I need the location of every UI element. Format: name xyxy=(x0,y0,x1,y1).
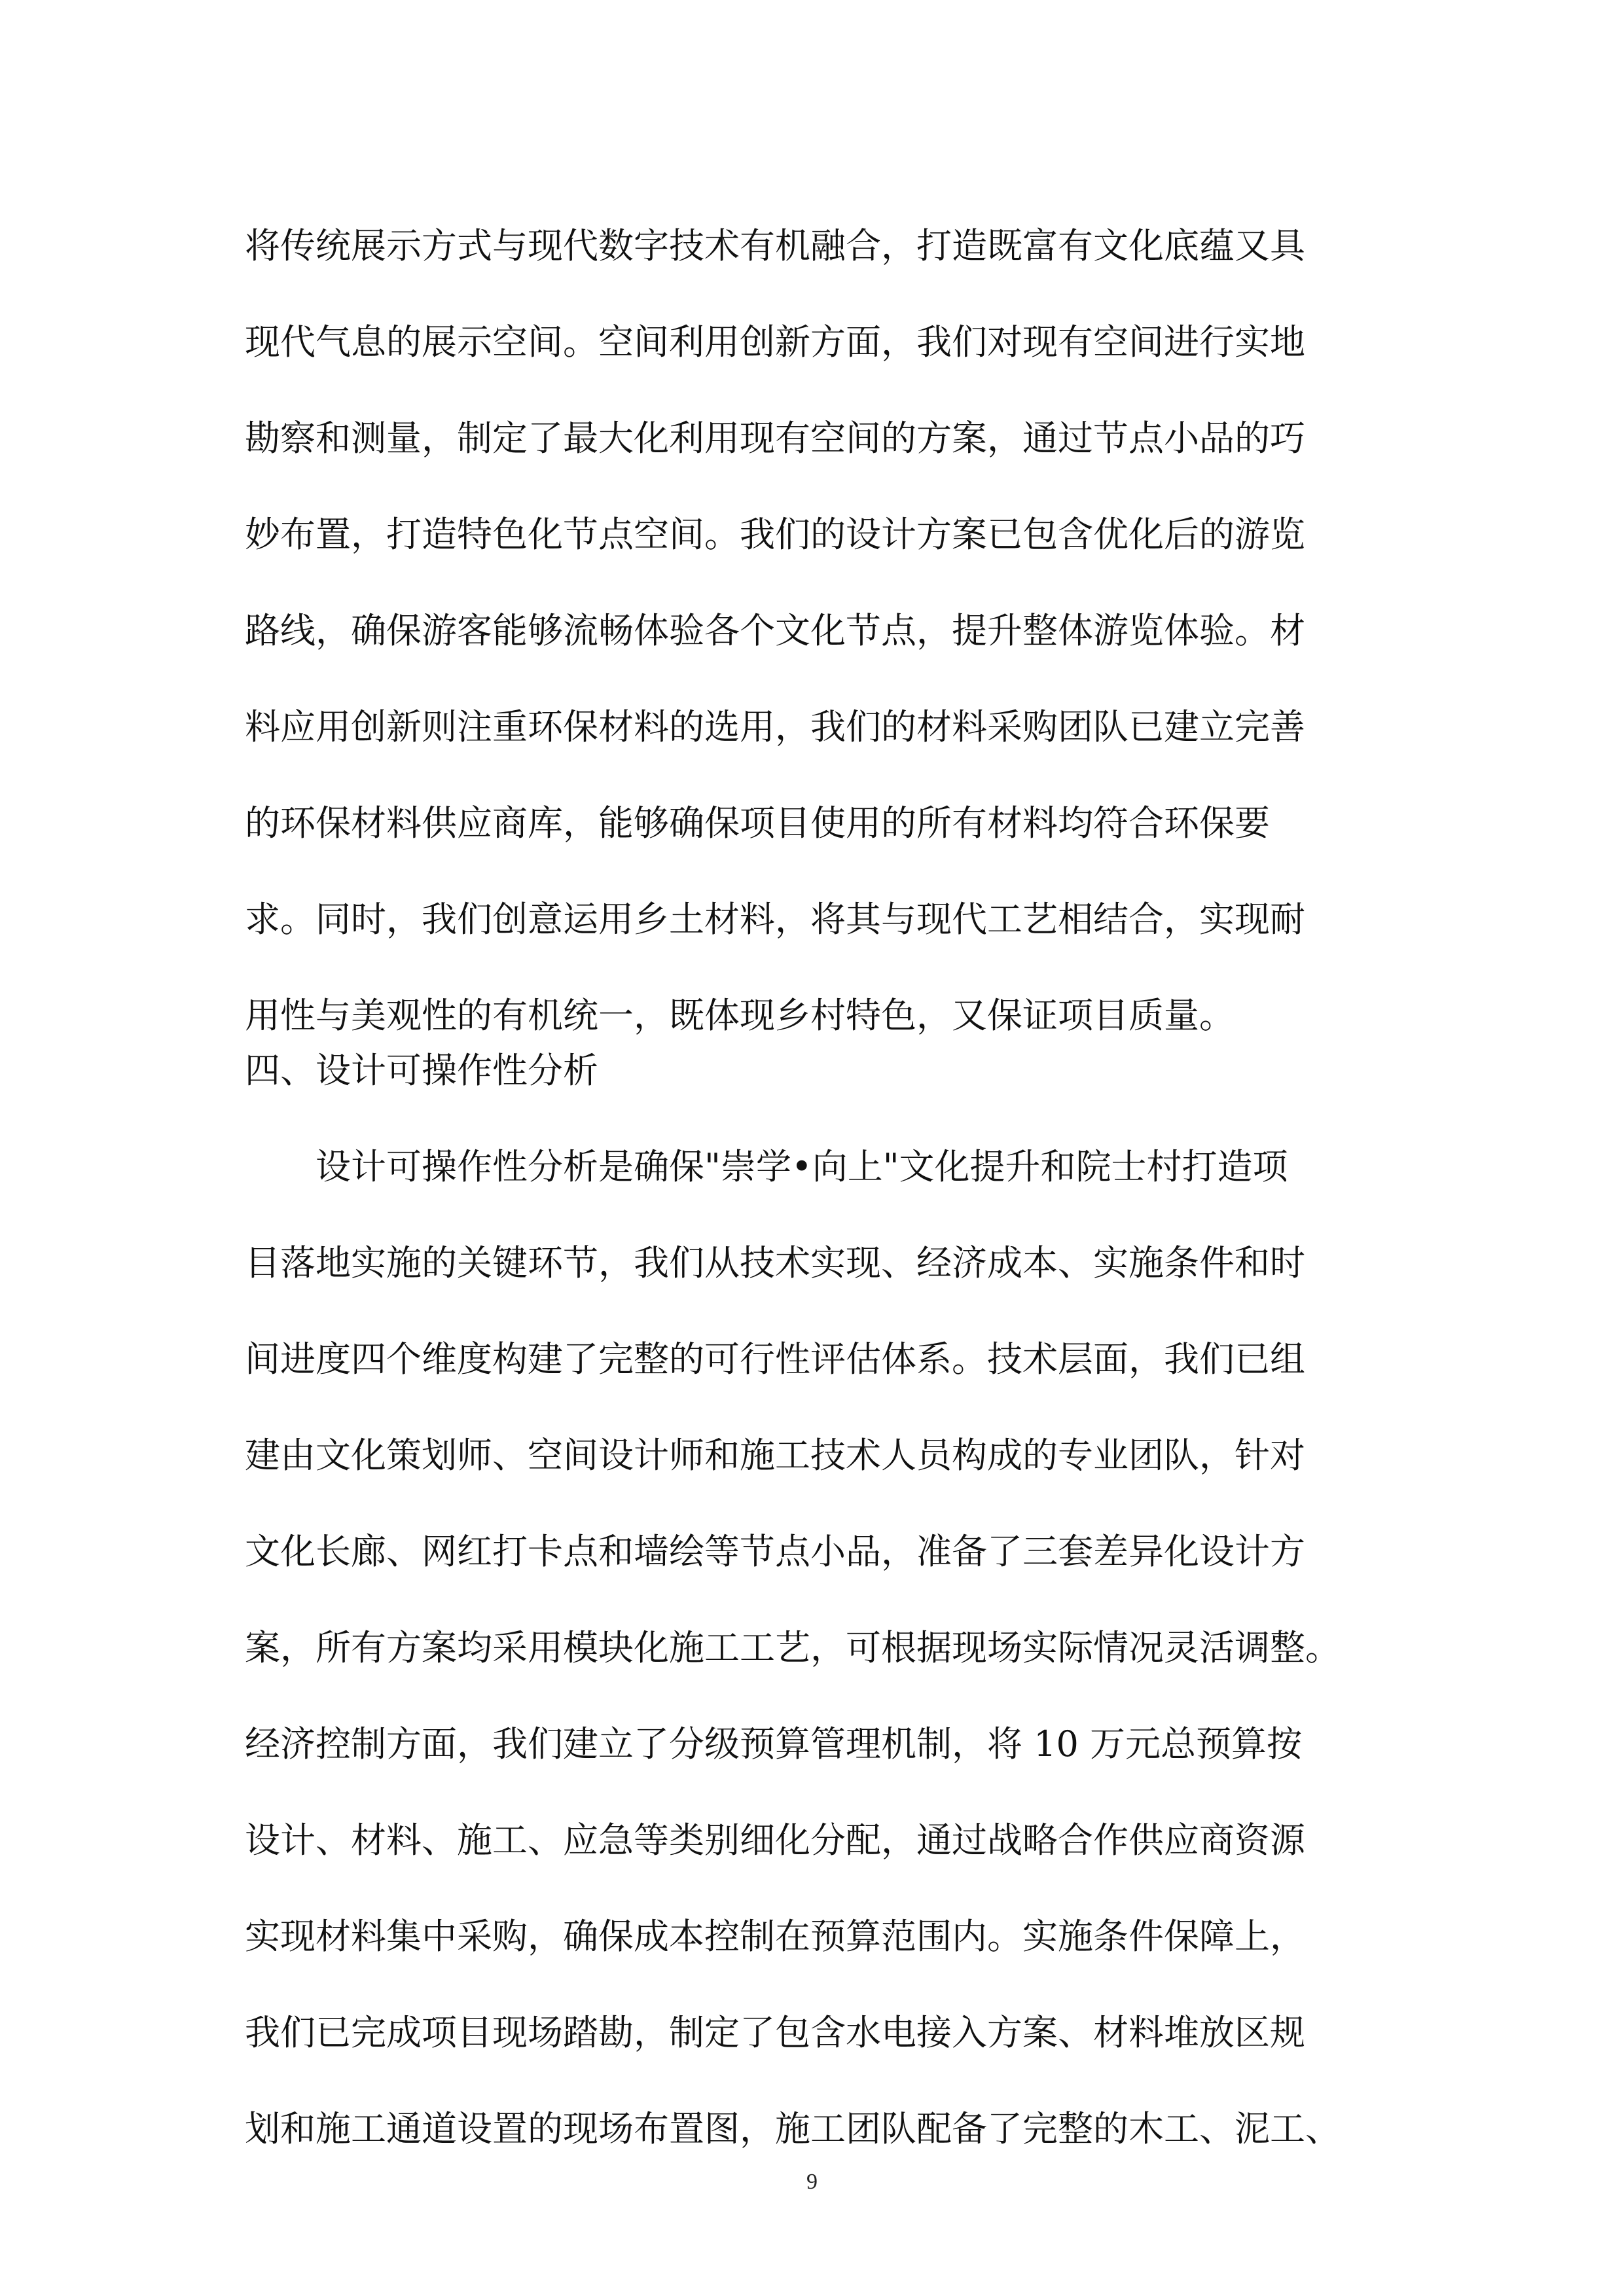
paragraph-line: 的环保材料供应商库，能够确保项目使用的所有材料均符合环保要 xyxy=(245,802,1270,844)
paragraph-line: 求。同时，我们创意运用乡土材料，将其与现代工艺相结合，实现耐 xyxy=(245,899,1305,940)
paragraph-continued xyxy=(245,198,1384,1064)
paragraph-line: 设计可操作性分析是确保"崇学•向上"文化提升和院士村打造项 xyxy=(245,1146,1288,1187)
paragraph-line: 目落地实施的关键环节，我们从技术实现、经济成本、实施条件和时 xyxy=(245,1242,1305,1283)
page-number: 9 xyxy=(806,2170,818,2194)
paragraph-line: 将传统展示方式与现代数字技术有机融合，打造既富有文化底蕴又具 xyxy=(245,225,1305,266)
paragraph-line: 勘察和测量，制定了最大化利用现有空间的方案，通过节点小品的巧 xyxy=(245,418,1305,459)
paragraph-line: 用性与美观性的有机统一，既体现乡村特色，又保证项目质量。 xyxy=(245,995,1235,1036)
paragraph-line: 建由文化策划师、空间设计师和施工技术人员构成的专业团队，针对 xyxy=(245,1435,1305,1476)
paragraph-line: 经济控制方面，我们建立了分级预算管理机制，将 10 万元总预算按 xyxy=(245,1723,1303,1765)
paragraph-line: 划和施工通道设置的现场布置图，施工团队配备了完整的木工、泥工、 xyxy=(245,2108,1341,2149)
section-heading-block xyxy=(245,1022,1384,1119)
paragraph-line: 现代气息的展示空间。空间利用创新方面，我们对现有空间进行实地 xyxy=(245,321,1305,363)
paragraph-line: 我们已完成项目现场踏勘，制定了包含水电接入方案、材料堆放区规 xyxy=(245,2012,1305,2053)
paragraph-line: 路线，确保游客能够流畅体验各个文化节点，提升整体游览体验。材 xyxy=(245,610,1305,651)
paragraph-line: 间进度四个维度构建了完整的可行性评估体系。技术层面，我们已组 xyxy=(245,1338,1305,1380)
paragraph-line: 妙布置，打造特色化节点空间。我们的设计方案已包含优化后的游览 xyxy=(245,514,1305,555)
section-heading: 四、设计可操作性分析 xyxy=(245,1050,598,1091)
paragraph-line: 实现材料集中采购，确保成本控制在预算范围内。实施条件保障上， xyxy=(245,1916,1305,1957)
paragraph-line: 文化长廊、网红打卡点和墙绘等节点小品，准备了三套差异化设计方 xyxy=(245,1531,1305,1572)
section-paragraph xyxy=(245,1119,1384,2177)
paragraph-line: 设计、材料、施工、应急等类别细化分配，通过战略合作供应商资源 xyxy=(245,1820,1305,1861)
paragraph-line: 案，所有方案均采用模块化施工工艺，可根据现场实际情况灵活调整。 xyxy=(245,1627,1341,1668)
paragraph-line: 料应用创新则注重环保材料的选用，我们的材料采购团队已建立完善 xyxy=(245,706,1305,747)
